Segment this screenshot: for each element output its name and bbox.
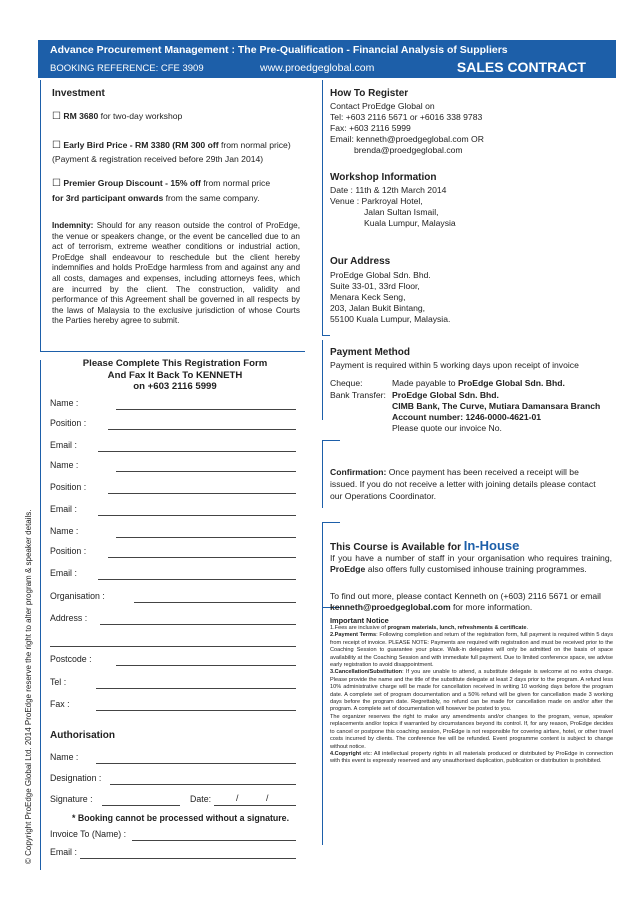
register-bracket-foot [322, 335, 330, 336]
indemnity-paragraph: Indemnity: Should for any reason outside the control of ProEdge, the venue or speakers change, or the event be cancelled due to an act of terrorism, extreme weather conditions or industrial action, ProEdge shall endeavour to reschedule but the client hereby indemnifies and holds ProEdge harmless from and against any and all costs, damages and expenses, including attorneys fees, which are incurred by the client. The construction, validity and performance of this Agreement shall be governed in all respects by the laws of Malaysia to the exclusive jurisdiction of whose Courts the Parties hereby agree to submit. [52, 221, 300, 326]
auth-name-field[interactable] [96, 763, 296, 764]
position-label: Position : [50, 482, 87, 492]
confirmation-paragraph: Confirmation: Once payment has been received a receipt will be issued. If you do not receive a letter with joining details please contact our Operations Coordinator. [330, 467, 596, 501]
notice-heading: Important Notice [330, 616, 389, 625]
signature-note: * Booking cannot be processed without a signature. [72, 813, 290, 823]
date-separator: / [266, 793, 269, 803]
name-label: Name : [50, 526, 79, 536]
date-label: Date: [190, 794, 212, 804]
investment-option-1: ☐ RM 3680 for two-day workshop [52, 111, 183, 122]
name-field[interactable] [116, 537, 296, 538]
date-separator: / [236, 793, 239, 803]
date-field[interactable] [214, 805, 296, 806]
email-field[interactable] [98, 579, 296, 580]
investment-heading: Investment [52, 88, 105, 99]
investment-option-2: ☐ Early Bird Price - RM 3380 (RM 300 off from normal price) (Payment & registration received before 29th Jan 2014) [52, 140, 291, 164]
cheque-detail: Made payable to ProEdge Global Sdn. Bhd. [392, 378, 565, 388]
name-field[interactable] [116, 471, 296, 472]
register-email-alt: brenda@proedgeglobal.com [354, 145, 463, 155]
name-field[interactable] [116, 409, 296, 410]
position-field[interactable] [108, 493, 296, 494]
invoice-email-label: Email : [50, 847, 77, 857]
name-label: Name : [50, 398, 79, 408]
invoice-email-field[interactable] [80, 858, 296, 859]
tel-label: Tel : [50, 677, 67, 687]
cheque-label: Cheque: [330, 378, 363, 388]
bank-transfer-label: Bank Transfer: [330, 390, 386, 400]
address-lines: ProEdge Global Sdn. Bhd. Suite 33-01, 33rd Floor, Menara Keck Seng, 203, Jalan Bukit Bintang, 55100 Kuala Lumpur, Malaysia. [330, 270, 451, 324]
register-heading: How To Register [330, 88, 409, 99]
registration-bracket [40, 360, 41, 870]
notice-item-2: 2.Payment Terms: Following completion and return of the registration form, full payment is required within 5 days from receipt of invoice. PLEASE NOTE: Payments are required with registration and must be received prior to the Coaching Session to guarantee your place. Walk-in delegates will only be admitted on the basis of space availability at the Coaching Session and with immediate full payment. Due to limited conference space, we advise early registration to avoid disappointment. [330, 632, 613, 669]
inhouse-paragraph-2: To find out more, please contact Kenneth on (+603) 2116 5671 or email kenneth@proedgeglobal.com for more information. [330, 591, 601, 612]
email-field[interactable] [98, 451, 296, 452]
checkbox-icon[interactable]: ☐ [52, 140, 61, 151]
designation-field[interactable] [110, 784, 296, 785]
address-field[interactable] [100, 624, 296, 625]
postcode-label: Postcode : [50, 654, 92, 664]
email-label: Email : [50, 440, 77, 450]
payment-heading: Payment Method [330, 347, 411, 358]
email-label: Email : [50, 504, 77, 514]
fax-label: Fax : [50, 699, 70, 709]
event-title: Advance Procurement Management : The Pre-Qualification - Financial Analysis of Suppliers [50, 44, 508, 56]
copyright-side-text: © Copyright ProEdge Global Ltd. 2014 ProEdge reserve the right to alter program & speaker details. [24, 509, 33, 864]
workshop-heading: Workshop Information [330, 172, 437, 183]
name-label: Name : [50, 460, 79, 470]
organisation-field[interactable] [134, 602, 296, 603]
notice-item-5: 4.Copyright etc: All intellectual property rights in all materials produced or distributed by ProEdge in connection with this event is expressly reserved and any unauthorised duplication, publication or distribution is prohibited. [330, 750, 613, 765]
fax-field[interactable] [96, 710, 296, 711]
booking-reference: BOOKING REFERENCE: CFE 3909 [50, 63, 204, 74]
checkbox-icon[interactable]: ☐ [52, 178, 61, 189]
position-label: Position : [50, 418, 87, 428]
address-heading: Our Address [330, 256, 391, 267]
auth-name-label: Name : [50, 752, 79, 762]
designation-label: Designation : [50, 773, 102, 783]
postcode-field[interactable] [116, 665, 296, 666]
notice-item-3: 3.Cancellation/Substitution: If you are unable to attend, a substitute delegate is welcome at no extra charge. Please provide the name and the title of the substitute delegate at least 2 days prior to the program. A refund less 10% administrative charge will be made for cancellation received in writing 10 working days before the program date. A complete set of program documentation and a 50% refund will be given for cancellation made 3 working days before the program date. Regrettably, no refund can be made for cancellation made on and/or after the program. A complete set of documentation will however be posted to you. [330, 669, 613, 713]
organisation-label: Organisation : [50, 591, 105, 601]
notice-item-1: 1.Fees are inclusive of program materials, lunch, refreshments & certificate. [330, 625, 529, 631]
signature-label: Signature : [50, 794, 93, 804]
notice-item-4: The organizer reserves the right to make any amendments and/or changes to the program, venue, speaker replacements and/or topics if warranted by circumstances beyond its control. If, for any reason, ProEdge decides to cancel or postpone this coaching session, ProEdge is not responsible for covering airfare, hotel, or other travel costs incurred by clients. The conference fee will be refunded. Event programme content is subject to change without notice. [330, 713, 613, 750]
email-field[interactable] [98, 515, 296, 516]
tel-field[interactable] [96, 688, 296, 689]
register-bracket [322, 80, 323, 335]
payment-intro: Payment is required within 5 working days upon receipt of invoice [330, 360, 579, 370]
address-label: Address : [50, 613, 88, 623]
notice-body [330, 625, 613, 766]
position-field[interactable] [108, 429, 296, 430]
checkbox-icon[interactable]: ☐ [52, 111, 61, 122]
authorisation-heading: Authorisation [50, 730, 115, 741]
invoice-to-field[interactable] [132, 840, 296, 841]
sales-contract-label: SALES CONTRACT [456, 59, 586, 75]
inhouse-paragraph-1: If you have a number of staff in your organisation who requires training, ProEdge also offers fully customised inhouse training programmes. [330, 553, 612, 574]
position-field[interactable] [108, 557, 296, 558]
registration-heading: Please Complete This Registration Form And Fax It Back To KENNETH on +603 2116 5999 [82, 358, 268, 392]
invoice-to-label: Invoice To (Name) : [50, 829, 127, 839]
address-field-line-2[interactable] [50, 646, 296, 647]
bank-transfer-detail: ProEdge Global Sdn. Bhd. CIMB Bank, The Curve, Mutiara Damansara Branch Account number: 1246-0000-4621-01 Please quote our invoice No. [392, 390, 601, 433]
register-email: Email: kenneth@proedgeglobal.com OR [330, 134, 484, 144]
signature-field[interactable] [102, 805, 180, 806]
email-label: Email : [50, 568, 77, 578]
position-label: Position : [50, 546, 87, 556]
investment-option-3: ☐ Premier Group Discount - 15% off from normal price for 3rd participant onwards from the same company. [52, 178, 271, 203]
website-link[interactable]: www.proedgeglobal.com [260, 62, 375, 74]
inhouse-heading: This Course is Available for In-House [330, 538, 520, 553]
inhouse-email-link: kenneth@proedgeglobal.com [330, 602, 451, 612]
header-banner [38, 40, 616, 78]
payment-bracket [322, 340, 323, 420]
register-details: Contact ProEdge Global on Tel: +603 2116 5671 or +6016 338 9783 Fax: +603 2116 5999 Email: kenneth@proedgeglobal.com OR brenda@proedgeglobal.com [330, 101, 610, 156]
workshop-details: Date : 11th & 12th March 2014 Venue : Parkroyal Hotel, Jalan Sultan Ismail, Kuala Lumpur, Malaysia [330, 185, 456, 228]
